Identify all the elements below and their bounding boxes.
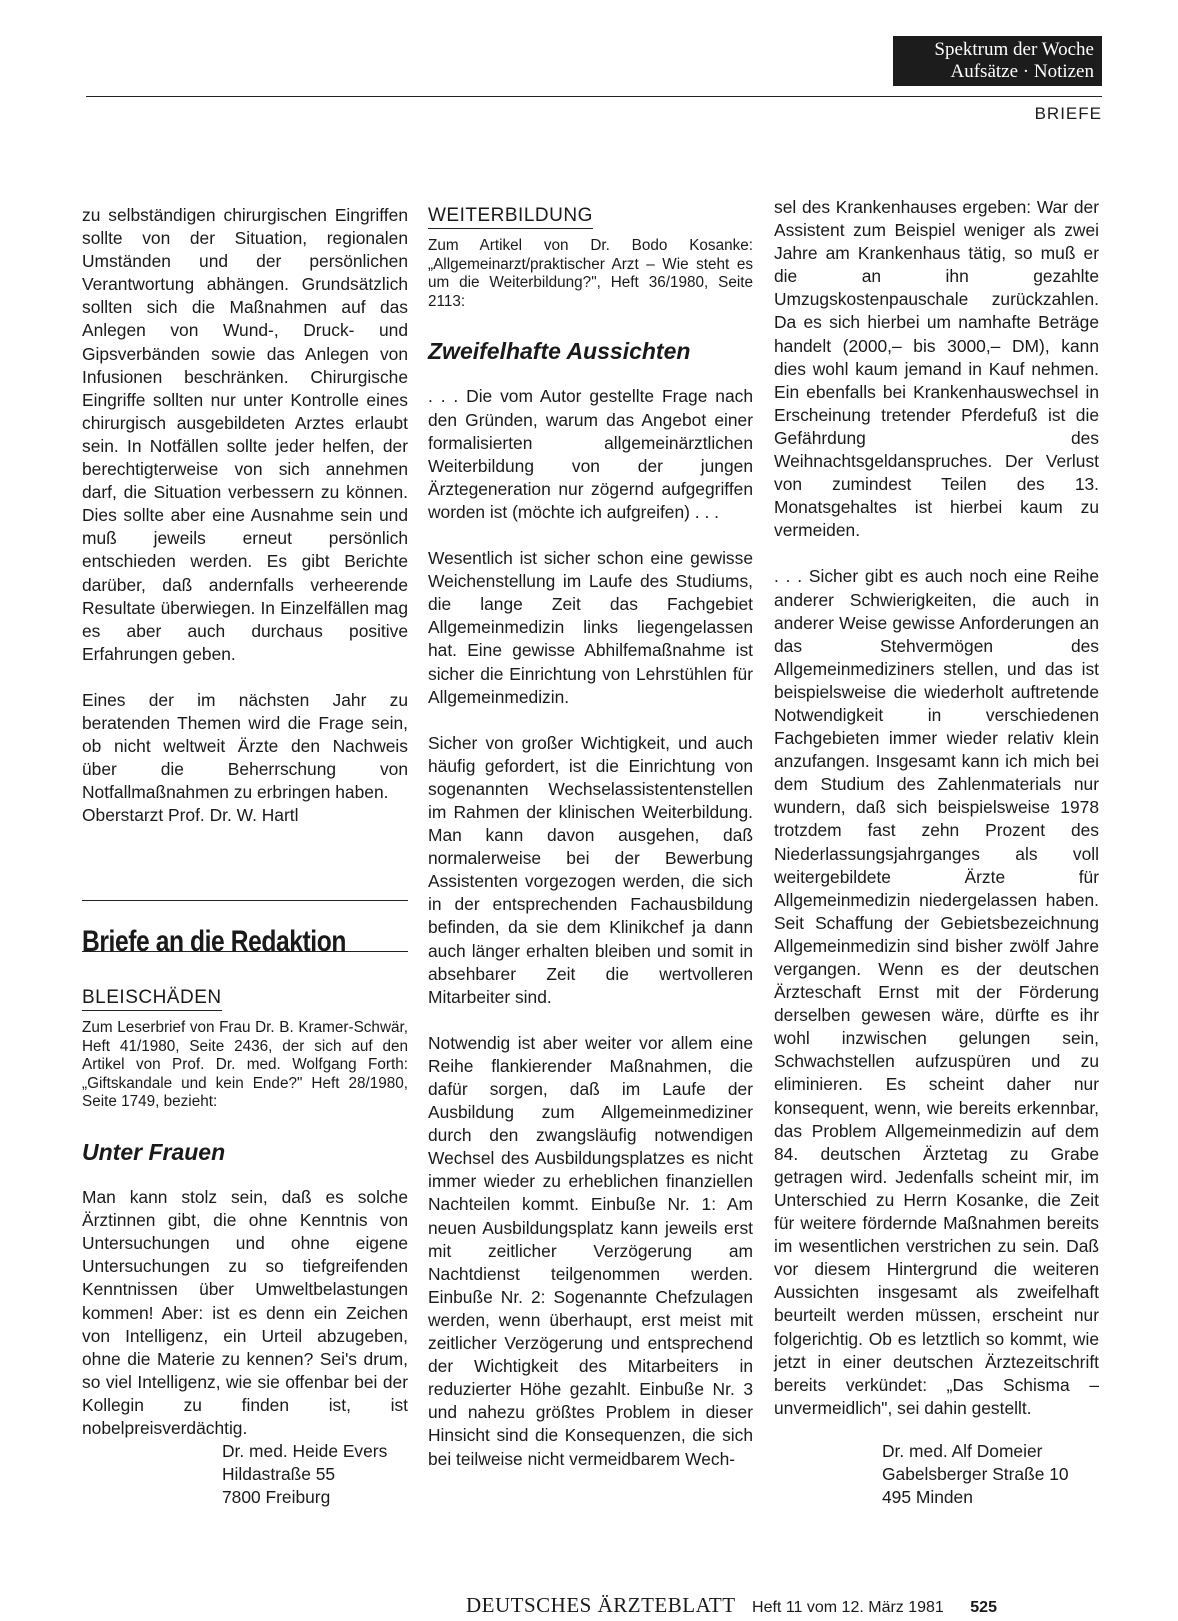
letter1-sig-name: Dr. med. Heide Evers [222,1441,388,1462]
header-box-line2: Aufsätze · Notizen [950,61,1094,82]
rubric-rule-bottom [82,951,408,952]
column-2 [428,204,753,1471]
letter1-title: Unter Frauen [82,1139,226,1166]
page-footer [466,1593,997,1618]
header-box [893,36,1102,86]
rubric-title: Briefe an die Redaktion [82,925,346,958]
letter2-signature [882,1440,1099,1509]
letter2-sig-street: Gabelsberger Straße 10 [882,1463,1069,1484]
column-3 [774,196,1099,1509]
letter2-paragraph-3: Sicher von großer Wichtigkeit, und auch häufig gefordert, ist die Einrichtung von sogenannten Wechselassistentenstellen im Rahmen der klinischen Weiterbildung. Man kann davon ausgehen, daß normalerweise bei der Bewerbung Assistenten vorgezogen werden, die sich in der entsprechenden Fachausbildung befinden, da sie dem Klinikchef ja dann auch länger erhalten bleiben und somit in absehbarer Zeit die wertvolleren Mitarbeiter sind. [428,732,753,1007]
letter1-signature [222,1440,408,1509]
footer-page-number: 525 [970,1599,997,1616]
col1-paragraph-2: Eines der im nächsten Jahr zu beratenden Themen wird die Frage sein, ob nicht weltweit Ärzte den Nachweis über die Beherrschung von Notfallmaßnahmen zu erbringen haben. [82,689,408,803]
header-rule [86,96,1102,97]
letter2-paragraph-1: . . . Die vom Autor gestellte Frage nach den Gründen, warum das Angebot einer formalisierten allgemeinärztlichen Weiterbildung von der jungen Ärztegeneration nur zögernd aufgegriffen worden ist (möchte ich aufgreifen) . . . [428,386,753,522]
letter1-body: Man kann stolz sein, daß es solche Ärztinnen gibt, die ohne Kenntnis von Untersuchungen und ohne eigene Untersuchungen zu so tiefgreifenden Kenntnissen über Umweltbelastungen kommen! Aber: ist es denn ein Zeichen von Intelligenz, ein Urteil abzugeben, ohne die Materie zu kennen? Sei's drum, so viel Intelligenz, wie sie offenbar bei der Kollegin zu finden ist, ist nobelpreisverdächtig. [82,1187,408,1438]
header-box-line1: Spektrum der Woche [934,39,1094,60]
letter2-kicker: WEITERBILDUNG [428,204,593,229]
col1-paragraph-1: zu selbständigen chirurgischen Eingriffen sollte von der Situation, regionalen Umständen und der persönlichen Verantwortung abhängen. Grundsätzlich sollten sich die Maßnahmen auf das Anlegen von Wund-, Druck- und Gipsverbänden sowie das Anlegen von Infusionen beschränken. Chirurgische Eingriffe sollten nur unter Kontrolle eines chirurgisch ausgebildeten Arztes erlaubt sein. In Notfällen sollte jeder helfen, der berechtigterweise von sich annehmen darf, die Situation verbessern zu können. Dies sollte aber eine Ausnahme sein und muß jeweils erneut persönlich entschieden werden. Es gibt Berichte darüber, daß andernfalls verheerende Resultate überwiegen. In Einzelfällen mag es aber auch durchaus positive Erfahrungen geben. [82,205,408,664]
rubric-rule-top [82,900,408,901]
letter2-paragraph-6: . . . Sicher gibt es auch noch eine Reihe anderer Schwierigkeiten, die auch in anderer Weise gewisse Anforderungen an das Stehvermögen des Allgemeinmediziners stellen, und das ist beispielsweise die wiederholt auftretende Notwendigkeit in verschiedenen Fachgebieten immer wieder relativ klein anzufangen. Insgesamt kann ich mich bei dem Studium des Zahlenmaterials nur wundern, daß sich beispielsweise 1978 trotzdem fast zehn Prozent des Niederlassungsjahrganges als voll weitergebildete Ärzte für Allgemeinmedizin niedergelassen haben. Seit Schaffung der Gebietsbezeichnung Allgemeinmedizin sind bisher zwölf Jahre vergangen. Wenn es der deutschen Ärzteschaft Ernst mit der Förderung derselben gewesen wäre, dürfte es ihr wohl inzwischen gelungen sein, Schwachstellen aufzuspüren und zu eliminieren. Es scheint daher nur konsequent, wenn, wie bereits erkennbar, das Problem Allgemeinmedizin auf dem 84. deutschen Ärztetag zu Grabe getragen wird. Jedenfalls scheint mir, im Unterschied zu Herrn Kosanke, die Zeit für weitere fördernde Maßnahmen bereits im wesentlichen verstrichen zu sein. Daß vor diesem Hintergrund die weiteren Aussichten insgesamt als zweifelhaft beurteilt werden müssen, erscheint nur folgerichtig. Ob es letztlich so kommt, wie jetzt in einer deutschen Ärztezeitschrift bereits verkündet: „Das Schisma – unvermeidlich", sei dahin gestellt. [774,566,1099,1418]
letter2-paragraph-5: sel des Krankenhauses ergeben: War der Assistent zum Beispiel weniger als zwei Jahre am Krankenhaus tätig, so muß er die an ihn gezahlte Umzugskostenpauschale zurückzahlen. Da es sich hierbei um namhafte Beträge handelt (2000,– bis 3000,– DM), kann dies wohl kaum jemand in Kauf nehmen. Ein ebenfalls bei Krankenhauswechsel in Erscheinung tretender Pferdefuß ist die Gefährdung des Weihnachtsgeldanspruches. Der Verlust von zumindest Teilen des 13. Monatsgehaltes ist hierbei kaum zu vermeiden. [774,197,1099,541]
letter1-sig-city: 7800 Freiburg [222,1487,331,1508]
column-1 [82,204,408,827]
footer-journal: DEUTSCHES ÄRZTEBLATT [466,1593,736,1617]
letter1-kicker: BLEISCHÄDEN [82,986,222,1011]
letter2-paragraph-4: Notwendig ist aber weiter vor allem eine Reihe flankierender Maßnahmen, die dafür sorgen, daß im Laufe der Ausbildung zum Allgemeinmediziner durch den zwangsläufig notwendigen Wechsel des Ausbildungsplatzes es nicht immer wieder zu erheblichen finanziellen Nachteilen kommt. Einbuße Nr. 1: Am neuen Ausbildungsplatz kann jeweils erst mit zeitlicher Verzögerung am Nachtdienst teilgenommen werden. Einbuße Nr. 2: Sogenannte Chefzulagen werden, wenn überhaupt, erst meist mit zeitlicher Verzögerung und entsprechend der Wichtigkeit des Mitarbeiters in reduzierter Höhe gezahlt. Einbuße Nr. 3 und nahezu größtes Problem in dieser Hinsicht sind die Konsequenzen, die sich bei teilweise nicht vermeidbarem Wech- [428,1032,753,1469]
letter2-sig-name: Dr. med. Alf Domeier [882,1440,1043,1461]
letter2-title: Zweifelhafte Aussichten [428,338,691,365]
section-tag: BRIEFE [1034,104,1102,123]
letter1-intro: Zum Leserbrief von Frau Dr. B. Kramer-Schwär, Heft 41/1980, Seite 2436, der sich auf den Artikel von Prof. Dr. med. Wolfgang Forth: „Giftskandale und kein Ende?" Heft 28/1980, Seite 1749, bezieht: [82,1019,408,1111]
letter-bleischaeden [82,986,408,1509]
footer-issue: Heft 11 vom 12. März 1981 [752,1599,944,1616]
letter1-sig-street: Hildastraße 55 [222,1464,336,1485]
letter2-sig-city: 495 Minden [882,1487,973,1508]
col1-signature: Oberstarzt Prof. Dr. W. Hartl [82,805,299,826]
letter2-intro: Zum Artikel von Dr. Bodo Kosanke: „Allgemeinarzt/praktischer Arzt – Wie steht es um die Weiterbildung?", Heft 36/1980, Seite 2113: [428,237,753,310]
letter2-paragraph-2: Wesentlich ist sicher schon eine gewisse Weichenstellung im Laufe des Studiums, die lange Zeit das Fachgebiet Allgemeinmedizin links liegengelassen hat. Eine gewisse Abhilfemaßnahme ist sicher die Einrichtung von Lehrstühlen für Allgemeinmedizin. [428,548,753,707]
